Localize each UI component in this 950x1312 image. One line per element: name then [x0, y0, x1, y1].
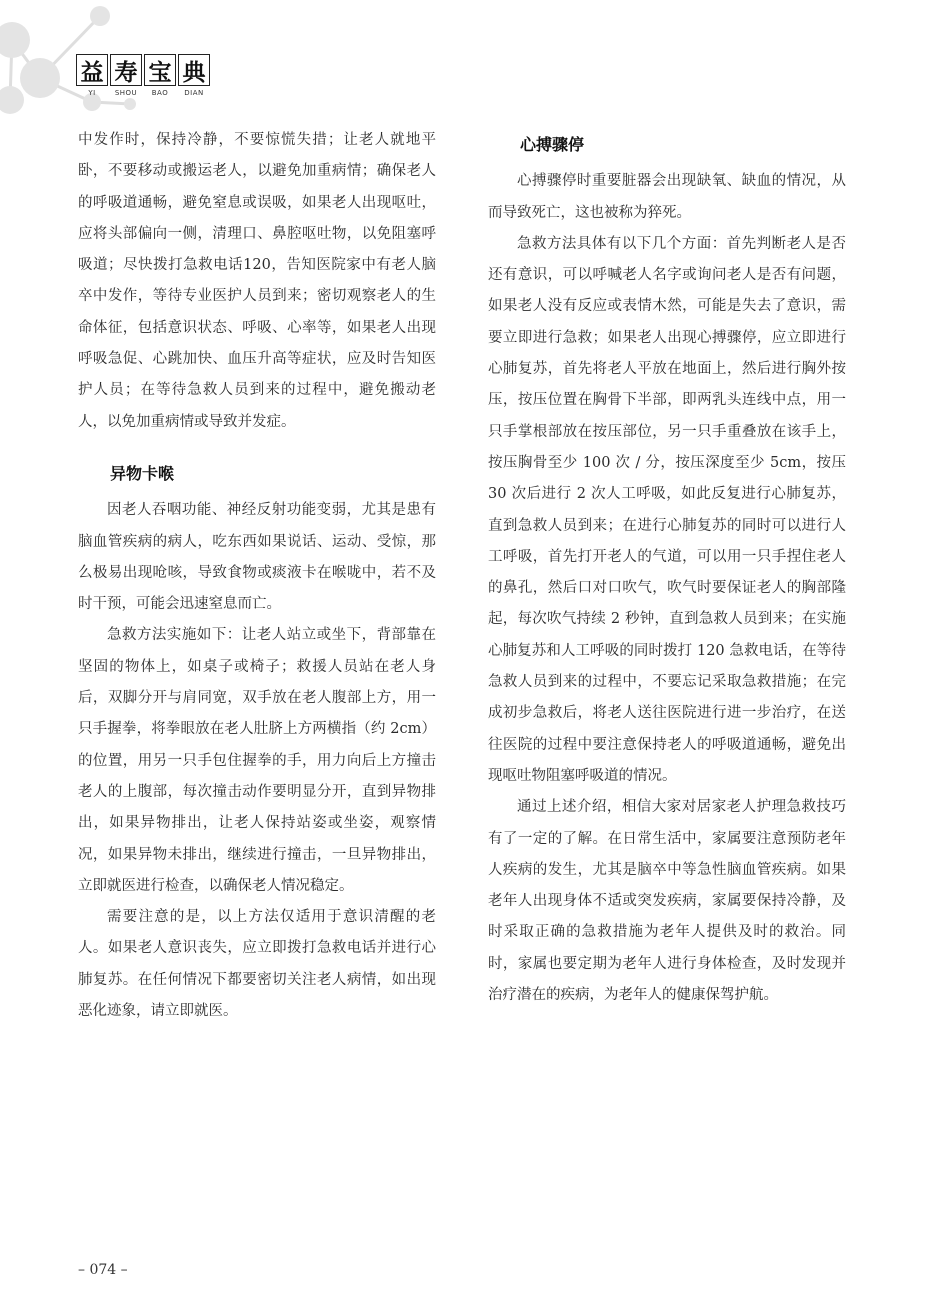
right-column [488, 125, 846, 1011]
logo-char: 寿 [110, 54, 142, 86]
paragraph: 心搏骤停时重要脏器会出现缺氧、缺血的情况，从而导致死亡，这也被称为猝死。 [488, 173, 846, 221]
paragraph: 通过上述介绍，相信大家对居家老人护理急救技巧有了一定的了解。在日常生活中，家属要注意预防老年人疾病的发生，尤其是脑卒中等急性脑血管疾病。如果老年人出现身体不适或突发疾病，家属要保持冷静，及时采取正确的急救措施为老年人提供及时的救治。同时，家属也要定期为老年人进行身体检查，及时发现并治疗潜在的疾病，为老年人的健康保驾护航。 [488, 799, 846, 1004]
paragraph: 因老人吞咽功能、神经反射功能变弱，尤其是患有脑血管疾病的病人，吃东西如果说话、运动、受惊，那么极易出现呛咳，导致食物或痰液卡在喉咙中，若不及时干预，可能会迅速窒息而亡。 [78, 502, 436, 613]
section-heading-choking: 异物卡喉 [110, 463, 175, 483]
logo-pinyin: DIAN [184, 89, 204, 97]
book-logo [76, 54, 210, 97]
page-number: – 074 – [78, 1262, 128, 1278]
logo-char: 益 [76, 54, 108, 86]
logo-char: 典 [178, 54, 210, 86]
section-heading-cardiac-arrest: 心搏骤停 [520, 135, 585, 154]
paragraph: 中发作时，保持冷静，不要惊慌失措；让老人就地平卧，不要移动或搬运老人，以避免加重病情；确保老人的呼吸道通畅，避免窒息或误吸，如果老人出现呕吐，应将头部偏向一侧，清理口、鼻腔呕吐物，以免阻塞呼吸道；尽快拨打急救电话120，告知医院家中有老人脑卒中发作，等待专业医护人员到来；密切观察老人的生命体征，包括意识状态、呼吸、心率等，如果老人出现呼吸急促、心跳加快、血压升高等症状，应及时告知医护人员；在等待急救人员到来的过程中，避免搬动老人，以免加重病情或导致并发症。 [78, 132, 436, 430]
logo-pinyin: BAO [151, 89, 169, 97]
paragraph: 急救方法具体有以下几个方面：首先判断老人是否还有意识，可以呼喊老人名字或询问老人是否有问题，如果老人没有反应或表情木然，可能是失去了意识，需要立即进行急救；如果老人出现心搏骤停，应立即进行心肺复苏，首先将老人平放在地面上，然后进行胸外按压，按压位置在胸骨下半部，即两乳头连线中点，用一只手掌根部放在按压部位，另一只手重叠放在该手上，按压胸骨至少 100 次 / 分，按压深度至少 5cm，按压 30 次后进行 2 次人工呼吸，如此反复进行心肺复苏，直到急救人员到来；在进行心肺复苏的同时可以进行人工呼吸，首先打开老人的气道，可以用一只手捏住老人的鼻孔，然后口对口吹气，吹气时要保证老人的胸部隆起，每次吹气持续 2 秒钟，直到急救人员到来；在实施心肺复苏和人工呼吸的同时拨打 120 急救电话，在等待急救人员到来的过程中，不要忘记采取急救措施；在完成初步急救后，将老人送往医院进行进一步治疗，在送往医院的过程中要注意保持老人的呼吸道通畅，避免出现呕吐物阻塞呼吸道的情况。 [488, 235, 846, 784]
paragraph: 急救方法实施如下：让老人站立或坐下，背部靠在坚固的物体上，如桌子或椅子；救援人员站在老人身后，双脚分开与肩同宽，双手放在老人腹部上方，用一只手握拳，将拳眼放在老人肚脐上方两横指（约 2cm）的位置，用另一只手包住握拳的手，用力向后上方撞击老人的上腹部，每次撞击动作要明显分开，直到异物排出，如果异物排出，让老人保持站姿或坐姿，观察情况，如果异物未排出，继续进行撞击，一旦异物排出，立即就医进行检查，以确保老人情况稳定。 [78, 627, 436, 894]
logo-pinyin: SHOU [114, 89, 138, 97]
logo-pinyin: YI [88, 89, 96, 97]
paragraph: 需要注意的是，以上方法仅适用于意识清醒的老人。如果老人意识丧失，应立即拨打急救电话并进行心肺复苏。在任何情况下都要密切关注老人病情，如出现恶化迹象，请立即就医。 [78, 909, 436, 1020]
left-column [78, 125, 436, 1027]
logo-char: 宝 [144, 54, 176, 86]
